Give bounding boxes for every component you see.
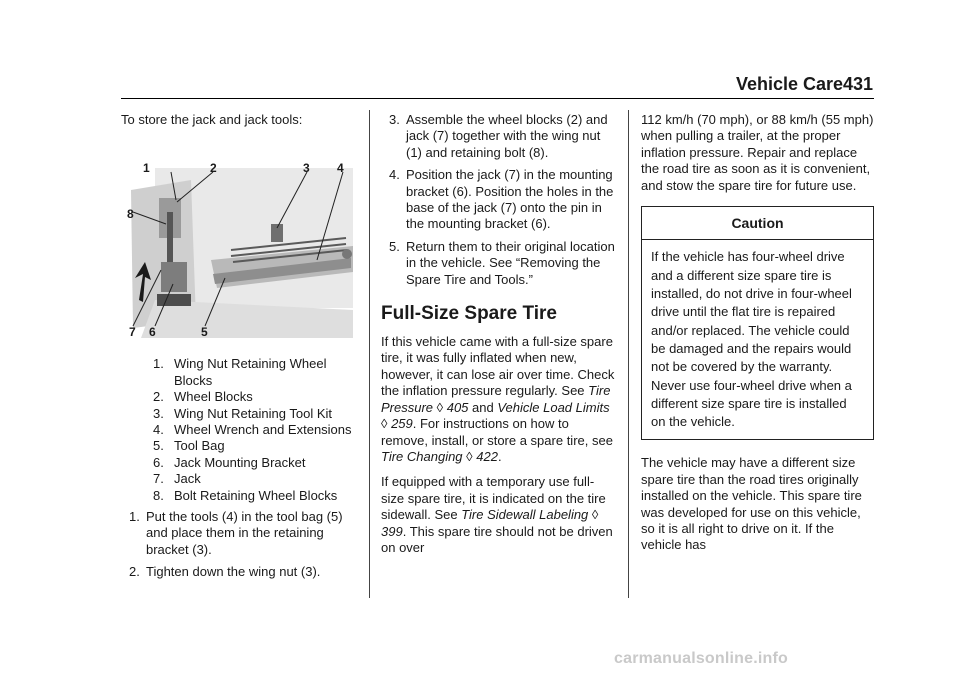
step-item: 4. Position the jack (7) in the mounting bracket (6). Position the holes in the base of the jack (7) onto the pin in the mounting bracket (6).	[389, 167, 614, 232]
speed-limit-paragraph: 112 km/h (70 mph), or 88 km/h (55 mph) when pulling a trailer, at the proper inflation pressure. Repair and replace the road tire as soon as it is convenient, and stow the spare tire for future use.	[641, 112, 874, 193]
column-right	[641, 112, 874, 554]
callout-1: 1	[143, 161, 150, 176]
spare-tire-paragraph-1: If this vehicle came with a full-size spare tire, it was fully inflated when new, however, it can lose air over time. Check the inflation pressure regularly. See Tire Pressure ◊ 405 and Vehicle Load Limits ◊ 259. For instructions on how to remove, install, or store a spare tire, see Tire Changing ◊ 422.	[381, 334, 615, 464]
callout-3: 3	[303, 161, 310, 176]
page-ref-icon: ◊	[436, 399, 444, 415]
column-divider-2	[628, 110, 629, 598]
spare-tire-paragraph-2: If equipped with a temporary use full-size spare tire, it is indicated on the tire sidewall. See Tire Sidewall Labeling ◊ 399. This spare tire should not be driven on over	[381, 474, 613, 555]
steps-list	[121, 509, 359, 581]
step-item: 3. Assemble the wheel blocks (2) and jack (7) together with the wing nut (1) and retaining bolt (8).	[389, 112, 608, 160]
page-ref-icon: ◊	[591, 507, 599, 523]
callout-4: 4	[337, 161, 344, 176]
legend-item: 3. Wing Nut Retaining Tool Kit	[153, 405, 333, 421]
xref-tire-pressure[interactable]: Tire Pressure	[381, 383, 611, 415]
section-heading: Full-Size Spare Tire	[381, 303, 557, 325]
header-rule	[121, 98, 874, 99]
page-ref-405[interactable]: 405	[446, 399, 469, 415]
legend-item: 1. Wing Nut Retaining Wheel Blocks	[153, 356, 327, 388]
xref-tire-sidewall-labeling[interactable]: Tire Sidewall Labeling	[461, 507, 589, 523]
page-ref-399[interactable]: 399	[381, 523, 403, 539]
steps-list-continued	[381, 112, 617, 288]
caution-title: Caution	[642, 207, 873, 240]
intro-text: To store the jack and jack tools:	[121, 112, 303, 127]
caution-box	[641, 206, 874, 440]
legend-item: 5. Tool Bag	[153, 438, 225, 454]
legend-item: 6. Jack Mounting Bracket	[153, 454, 306, 470]
callout-2: 2	[210, 161, 217, 176]
step-item: 2. Tighten down the wing nut (3).	[129, 564, 321, 580]
page-ref-icon: ◊	[466, 448, 473, 464]
legend-item: 4. Wheel Wrench and Extensions	[153, 422, 352, 438]
page-number: 431	[843, 74, 874, 94]
callout-7: 7	[129, 325, 136, 340]
callout-5: 5	[201, 325, 208, 340]
tool-storage-figure	[121, 150, 359, 338]
xref-tire-changing[interactable]: Tire Changing	[381, 448, 463, 464]
watermark-footer: carmanualsonline.info	[614, 650, 789, 667]
caution-body: If the vehicle has four-wheel drive and a different size spare tire is installed, do not drive in four-wheel drive until the flat tire is repaired and/or replaced. The vehicle could be damaged and the repairs would not be covered by the warranty. Never use four-wheel drive when a different size spare tire is installed on the vehicle.	[651, 249, 852, 430]
page-ref-422[interactable]: 422	[476, 448, 498, 464]
step-item: 5. Return them to their original location in the vehicle. See “Removing the Spare Tire and Tools.”	[389, 238, 615, 287]
legend-item: 7. Jack	[153, 471, 201, 487]
step-item: 1. Put the tools (4) in the tool bag (5) and place them in the retaining bracket (3).	[129, 509, 343, 557]
different-size-spare-paragraph: The vehicle may have a different size spare tire than the road tires originally installed on the vehicle. This spare tire was developed for use on this vehicle, so it is all right to drive on it. If the vehicle has	[641, 455, 862, 553]
figure-legend	[121, 356, 359, 504]
legend-item: 8. Bolt Retaining Wheel Blocks	[153, 487, 338, 503]
legend-item: 2. Wheel Blocks	[153, 389, 253, 405]
page-ref-icon: ◊	[381, 416, 388, 432]
jack-tools-illustration	[121, 150, 359, 338]
callout-8: 8	[127, 207, 134, 222]
column-divider-1	[369, 110, 370, 598]
column-middle	[381, 112, 617, 556]
callout-6: 6	[149, 325, 156, 340]
section-title: Vehicle Care	[736, 74, 844, 94]
xref-vehicle-load-limits[interactable]: Vehicle Load Limits	[497, 399, 610, 415]
column-left	[121, 112, 359, 581]
page-ref-259[interactable]: 259	[391, 416, 413, 432]
